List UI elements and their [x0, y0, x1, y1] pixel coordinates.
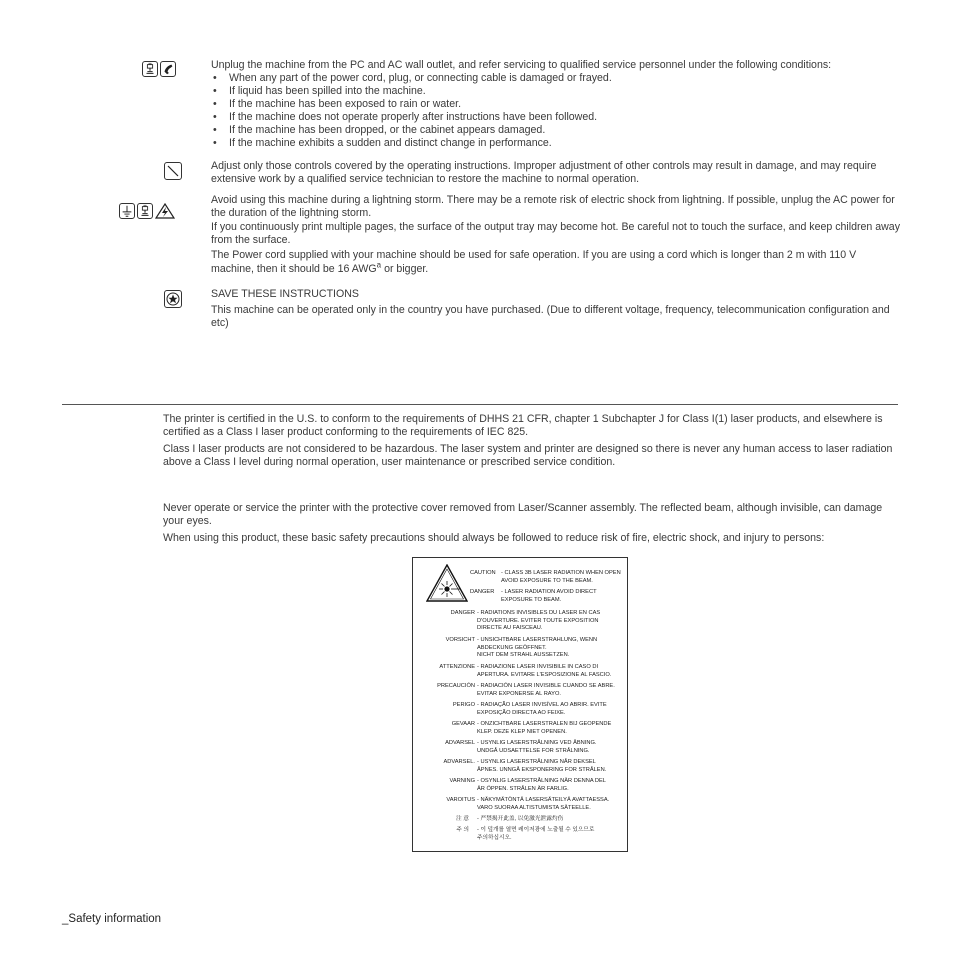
- list-item: • If the machine has been exposed to rain or water.: [211, 98, 901, 111]
- page-footer: _Safety information: [62, 913, 162, 925]
- label-value: - UNSICHTBARE LASERSTRAHLUNG, WENN ABDECKUNG GEÖFFNET. NICHT DEM STRAHL AUSSETZEN.: [477, 637, 598, 658]
- unplug-section: [211, 59, 901, 150]
- save-title: SAVE THESE INSTRUCTIONS: [211, 288, 359, 300]
- star-icon: [164, 290, 182, 308]
- list-item: • If liquid has been spilled into the machine.: [211, 85, 901, 98]
- hot-surface-text: If you continuously print multiple pages, the surface of the output tray may become hot. Be careful not to touch the surface, and keep children away from the surface.: [211, 221, 900, 246]
- unplug-conditions-list: [211, 72, 901, 150]
- phone-icon: [160, 61, 176, 77]
- label-key: 주 의: [456, 827, 469, 833]
- label-value: - USYNLIG LASERSTRÅLNING NÅR DEKSEL ÅPNES. UNNGÅ EKSPONERING FOR STRÅLEN.: [477, 759, 607, 773]
- laser-cover-text: Never operate or service the printer with the protective cover removed from Laser/Scanner assembly. The reflected beam, although invisible, can damage your eyes.: [163, 502, 883, 527]
- power-cord-text-end: or bigger.: [381, 263, 429, 275]
- label-key: DANGER: [450, 610, 475, 616]
- label-key: PERIGO: [452, 702, 475, 708]
- section-divider: [62, 404, 898, 405]
- label-key: ADVARSEL.: [443, 759, 475, 765]
- lightning-text: Avoid using this machine during a lightning storm. There may be a remote risk of electric shock from lightning. If possible, unplug the AC power for the duration of the lightning storm.: [211, 194, 895, 219]
- label-key: VAROITUS: [446, 797, 475, 803]
- country-text: This machine can be operated only in the country you have purchased. (Due to different voltage, frequency, telecommunication configuration and etc): [211, 304, 890, 329]
- hazard-icons: [119, 203, 175, 219]
- label-key: GEVAAR: [451, 721, 475, 727]
- list-item: • If the machine does not operate properly after instructions have been followed.: [211, 111, 901, 124]
- lightning-warning-icon: [155, 203, 175, 219]
- prohibited-icon: [164, 162, 182, 180]
- hazard-section: [211, 194, 901, 276]
- label-key: PRECAUCIÓN: [437, 683, 475, 689]
- laser-cert-text: The printer is certified in the U.S. to conform to the requirements of DHHS 21 CFR, chapter 1 Subchapter J for Class I(1) laser products, and elsewhere is certified as a Class I laser product conforming to the requirements of IEC 825.: [163, 413, 883, 438]
- unplug-icon: [137, 203, 153, 219]
- power-cord-text: [211, 248, 901, 276]
- laser-hazard-icon: [426, 564, 468, 602]
- footnote-marker: a: [376, 260, 382, 270]
- list-item: • If the machine has been dropped, or the cabinet appears damaged.: [211, 124, 901, 137]
- label-key: VARNING: [449, 778, 475, 784]
- safety-precautions-text: When using this product, these basic safety precautions should always be followed to reduce risk of fire, electric shock, and injury to persons:: [163, 532, 825, 544]
- label-value: - RADIAZIONE LASER INVISIBILE IN CASO DI APERTURA. EVITARE L'ESPOSIZIONE AL FASCIO.: [477, 664, 612, 678]
- label-key: CAUTION: [470, 570, 496, 576]
- unplug-intro: Unplug the machine from the PC and AC wall outlet, and refer servicing to qualified service personnel under the following conditions:: [211, 59, 832, 71]
- unplug-icons: [142, 61, 176, 77]
- ground-icon: [119, 203, 135, 219]
- laser-precaution-section: [163, 502, 899, 545]
- star-icon-wrap: [164, 290, 182, 308]
- label-key: ADVARSEL: [445, 740, 475, 746]
- label-value: - NÄKYMÄTÖNTÄ LASERSÄTEILYÄ AVATTAESSA. VARO SUORAA ALTISTUMISTA SÄTEELLE.: [477, 797, 610, 811]
- label-value: - ONZICHTBARE LASERSTRALEN BIJ GEOPENDE KLEP. DEZE KLEP NIET OPENEN.: [477, 721, 612, 735]
- list-item: • If the machine exhibits a sudden and distinct change in performance.: [211, 137, 901, 150]
- label-key: VORSICHT: [445, 637, 475, 643]
- label-key: DANGER: [470, 589, 495, 595]
- laser-class-text: Class I laser products are not considered to be hazardous. The laser system and printer are designed so there is never any human access to laser radiation above a Class I level during normal operation, user maintenance or prescribed service condition.: [163, 443, 893, 468]
- laser-warning-label: [412, 557, 628, 852]
- label-value: - RADIACIÓN LASER INVISIBLE CUANDO SE ABRE. EVITAR EXPONERSE AL RAYO.: [477, 683, 615, 697]
- label-value: - 严禁揭开此盖, 以免激光泄露灼伤: [477, 816, 564, 822]
- label-key: 注 意: [456, 816, 469, 822]
- controls-icon-wrap: [164, 162, 182, 180]
- label-value: - USYNLIG LASERSTRÅLNING VED ÅBNING. UNDGÅ UDSAETTELSE FOR STRÅLNING.: [477, 740, 597, 754]
- power-cord-text-main: The Power cord supplied with your machine should be used for safe operation. If you are using a cord which is longer than 2 m with 110 V machine, then it should be 16 AWG: [211, 249, 857, 275]
- label-value: - RADIAÇÃO LASER INVISÍVEL AO ABRIR. EVITE EXPOSIÇÃO DIRECTA AO FEIXE.: [477, 702, 607, 716]
- label-key: ATTENZIONE: [439, 664, 475, 670]
- label-value: - OSYNLIG LASERSTRÅLNING NÄR DENNA DEL ÄR ÖPPEN. STRÅLEN ÄR FARLIG.: [477, 778, 606, 792]
- label-value: - CLASS 3B LASER RADIATION WHEN OPEN AVOID EXPOSURE TO THE BEAM.: [501, 570, 621, 584]
- label-value: - RADIATIONS INVISIBLES DU LASER EN CAS D'OUVERTURE. EVITER TOUTE EXPOSITION DIRECTE AU FAISCEAU.: [477, 610, 601, 631]
- label-value: - 이 덮개를 열면 레이저광에 노출될 수 있으므로 주의하십시오.: [477, 827, 595, 841]
- unplug-icon: [142, 61, 158, 77]
- adjust-controls-text: Adjust only those controls covered by the operating instructions. Improper adjustment of other controls may result in damage, and may require extensive work by a qualified service technician to restore the machine to normal operation.: [211, 160, 877, 185]
- list-item: • When any part of the power cord, plug, or connecting cable is damaged or frayed.: [211, 72, 901, 85]
- save-section: [211, 288, 901, 330]
- label-value: - LASER RADIATION AVOID DIRECT EXPOSURE TO BEAM.: [501, 589, 597, 603]
- laser-section: [163, 413, 899, 469]
